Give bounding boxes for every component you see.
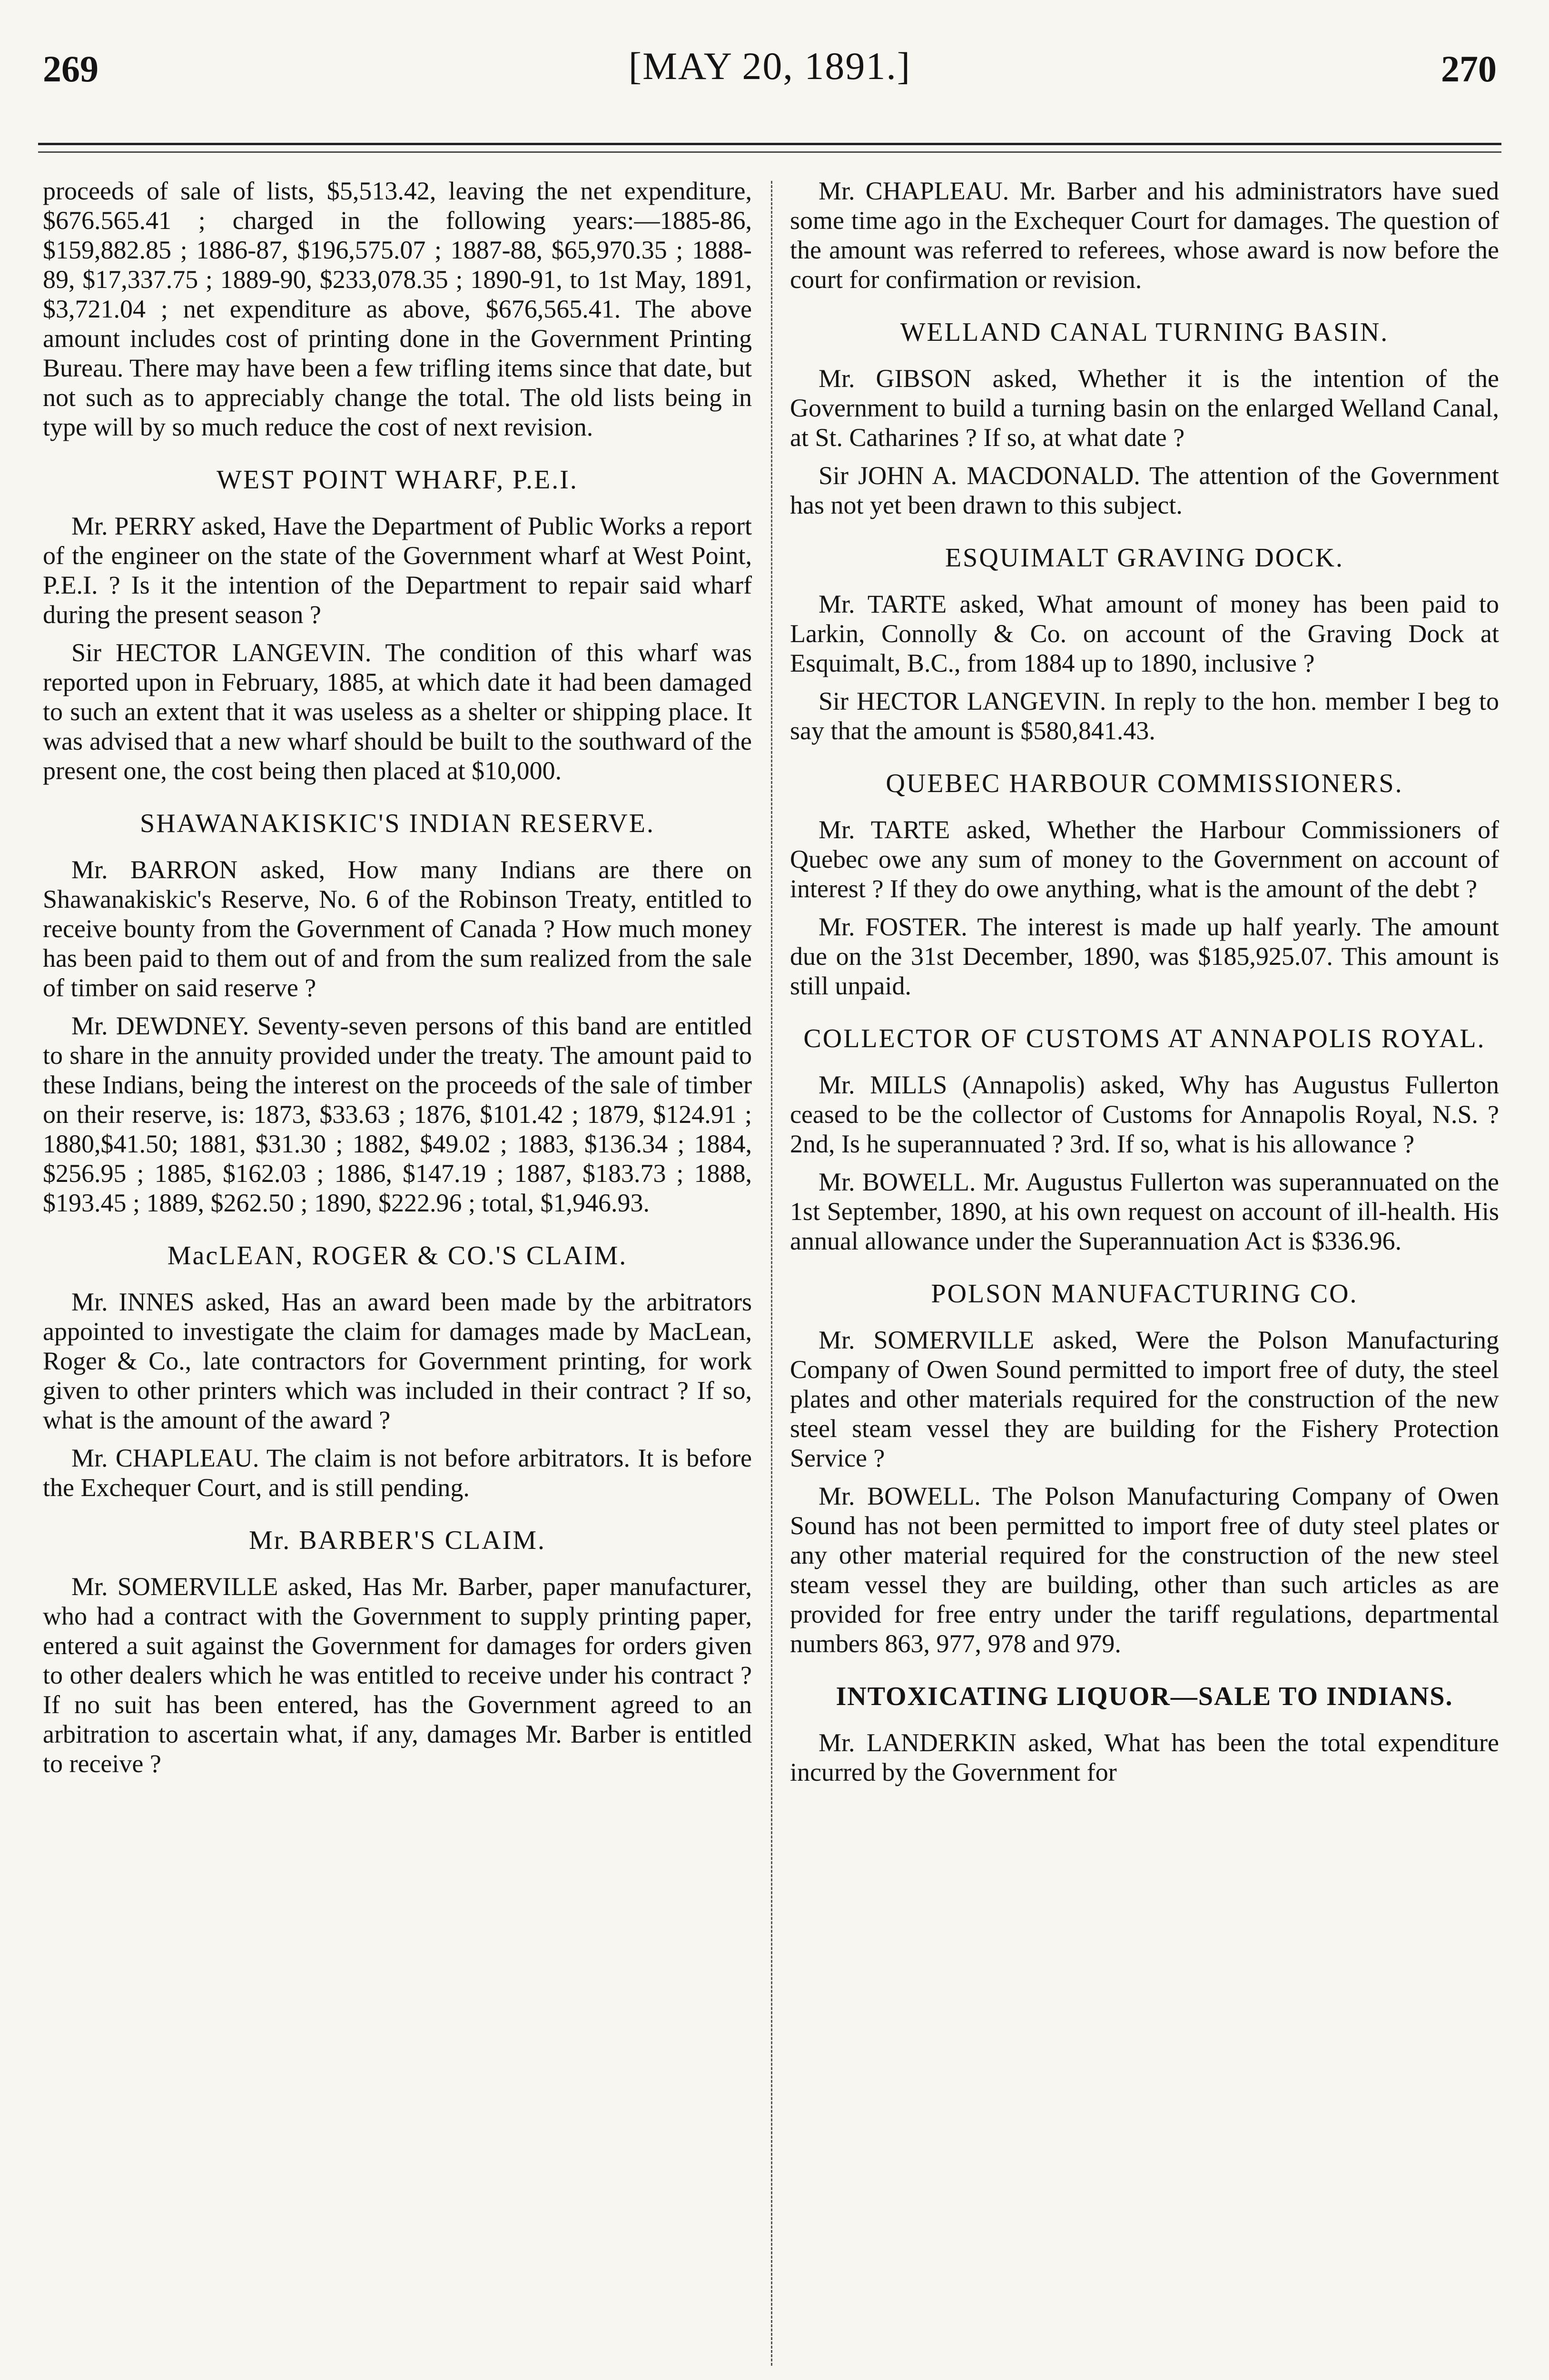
page-header [38,19,1501,114]
paragraph: Mr. TARTE asked, Whether the Harbour Commissioners of Quebec owe any sum of money to the Government on account of interest ? If they do owe anything, what is the amount of the debt ? [790,815,1499,903]
paragraph: Mr. BARRON asked, How many Indians are there on Shawanakiskic's Reserve, No. 6 of the Robinson Treaty, entitled to receive bounty from the Government of Canada ? How much money has been paid to them out of and from the sum realized from the sale of timber on said reserve ? [43,855,752,1002]
section-heading: POLSON MANUFACTURING CO. [931,1279,1358,1309]
paragraph: Mr. FOSTER. The interest is made up half yearly. The amount due on the 31st December, 1890, was $185,925.07. This amount is still unpaid. [790,912,1499,1000]
section-heading: COLLECTOR OF CUSTOMS AT ANNAPOLIS ROYAL. [803,1024,1486,1053]
header-date: [MAY 20, 1891.] [628,44,911,88]
right-column [790,176,1499,2370]
paragraph: Sir HECTOR LANGEVIN. The condition of this wharf was reported upon in February, 1885, at which date it had been damaged to such an extent that it was useless as a shelter or shipping place. It was advised that a new wharf should be built to the southward of the present one, the cost being then placed at $10,000. [43,638,752,785]
paragraph: Mr. SOMERVILLE asked, Has Mr. Barber, paper manufacturer, who had a contract with the Government to supply printing paper, entered a suit against the Government for damages for orders given to other dealers which he was entitled to receive under his contract ? If no suit has been entered, has the Government agreed to an arbitration to ascertain what, if any, damages Mr. Barber is entitled to receive ? [43,1572,752,1778]
paragraph: proceeds of sale of lists, $5,513.42, leaving the net expenditure, $676.565.41 ; charged in the following years:—1885-86, $159,882.85 ; 1886-87, $196,575.07 ; 1887-88, $65,970.35 ; 1888-89, $17,337.75 ; 1889-90, $233,078.35 ; 1890-91, to 1st May, 1891, $3,721.04 ; net expenditure as above, $676,565.41. The above amount includes cost of printing done in the Government Printing Bureau. There may have been a few trifling items since that date, but not such as to appreciably change the total. The old lists being in type will by so much reduce the cost of next revision. [43,177,752,441]
section-heading: MacLEAN, ROGER & CO.'S CLAIM. [167,1241,628,1270]
paragraph: Mr. CHAPLEAU. Mr. Barber and his administrators have sued some time ago in the Exchequer Court for damages. The question of the amount was referred to referees, whose award is now before the court for confirmation or revision. [790,177,1499,294]
paragraph: Mr. DEWDNEY. Seventy-seven persons of this band are entitled to share in the annuity provided under the treaty. The amount paid to these Indians, being the interest on the proceeds of the sale of timber on their reserve, is: 1873, $33.63 ; 1876, $101.42 ; 1879, $124.91 ; 1880,$41.50; 1881, $31.30 ; 1882, $49.02 ; 1883, $136.34 ; 1884, $256.95 ; 1885, $162.03 ; 1886, $147.19 ; 1887, $183.73 ; 1888, $193.45 ; 1889, $262.50 ; 1890, $222.96 ; total, $1,946.93. [43,1012,752,1217]
section-heading: WEST POINT WHARF, P.E.I. [217,465,578,495]
header-rule-thin [38,151,1501,153]
page-number-right: 270 [1441,48,1497,89]
left-column [43,176,752,2370]
page-number-left: 269 [43,48,99,89]
section-heading: WELLAND CANAL TURNING BASIN. [900,317,1389,347]
section-heading: SHAWANAKISKIC'S INDIAN RESERVE. [140,809,655,838]
paragraph: Sir HECTOR LANGEVIN. In reply to the hon. member I beg to say that the amount is $580,841.43. [790,687,1499,745]
paragraph: Mr. GIBSON asked, Whether it is the intention of the Government to build a turning basin on the enlarged Welland Canal, at St. Catharines ? If so, at what date ? [790,364,1499,452]
section-heading: Mr. BARBER'S CLAIM. [248,1526,546,1555]
section-heading: INTOXICATING LIQUOR—SALE TO INDIANS. [836,1682,1453,1711]
paragraph: Mr. BOWELL. Mr. Augustus Fullerton was superannuated on the 1st September, 1890, at his own request on account of ill-health. His annual allowance under the Superannuation Act is $336.96. [790,1168,1499,1255]
paragraph: Mr. BOWELL. The Polson Manufacturing Company of Owen Sound has not been permitted to import free of duty steel plates or any other material required for the construction of the new steel steam vessel they are building, other than such articles as are provided for free entry under the tariff regulations, departmental numbers 863, 977, 978 and 979. [790,1482,1499,1658]
paragraph: Mr. MILLS (Annapolis) asked, Why has Augustus Fullerton ceased to be the collector of Customs for Annapolis Royal, N.S. ? 2nd, Is he superannuated ? 3rd. If so, what is his allowance ? [790,1071,1499,1158]
paragraph: Mr. INNES asked, Has an award been made by the arbitrators appointed to investigate the claim for damages made by MacLean, Roger & Co., late contractors for Government printing, for work given to other printers which was included in their contract ? If so, what is the amount of the award ? [43,1288,752,1434]
section-heading: QUEBEC HARBOUR COMMISSIONERS. [886,769,1403,798]
paragraph: Mr. PERRY asked, Have the Department of Public Works a report of the engineer on the state of the Government wharf at West Point, P.E.I. ? Is it the intention of the Department to repair said wharf during the present season ? [43,512,752,629]
paragraph: Mr. CHAPLEAU. The claim is not before arbitrators. It is before the Exchequer Court, and is still pending. [43,1444,752,1502]
paragraph: Mr. TARTE asked, What amount of money has been paid to Larkin, Connolly & Co. on account of the Graving Dock at Esquimalt, B.C., from 1884 up to 1890, inclusive ? [790,590,1499,677]
paragraph: Sir JOHN A. MACDONALD. The attention of the Government has not yet been drawn to this subject. [790,461,1499,519]
section-heading: ESQUIMALT GRAVING DOCK. [945,543,1344,573]
header-rule [38,143,1501,145]
paragraph: Mr. SOMERVILLE asked, Were the Polson Manufacturing Company of Owen Sound permitted to import free of duty, the steel plates and other materials required for the construction of the new steel steam vessel they are building for the Fishery Protection Service ? [790,1326,1499,1472]
paragraph: Mr. LANDERKIN asked, What has been the total expenditure incurred by the Government for [790,1728,1499,1786]
column-divider [771,181,772,2366]
